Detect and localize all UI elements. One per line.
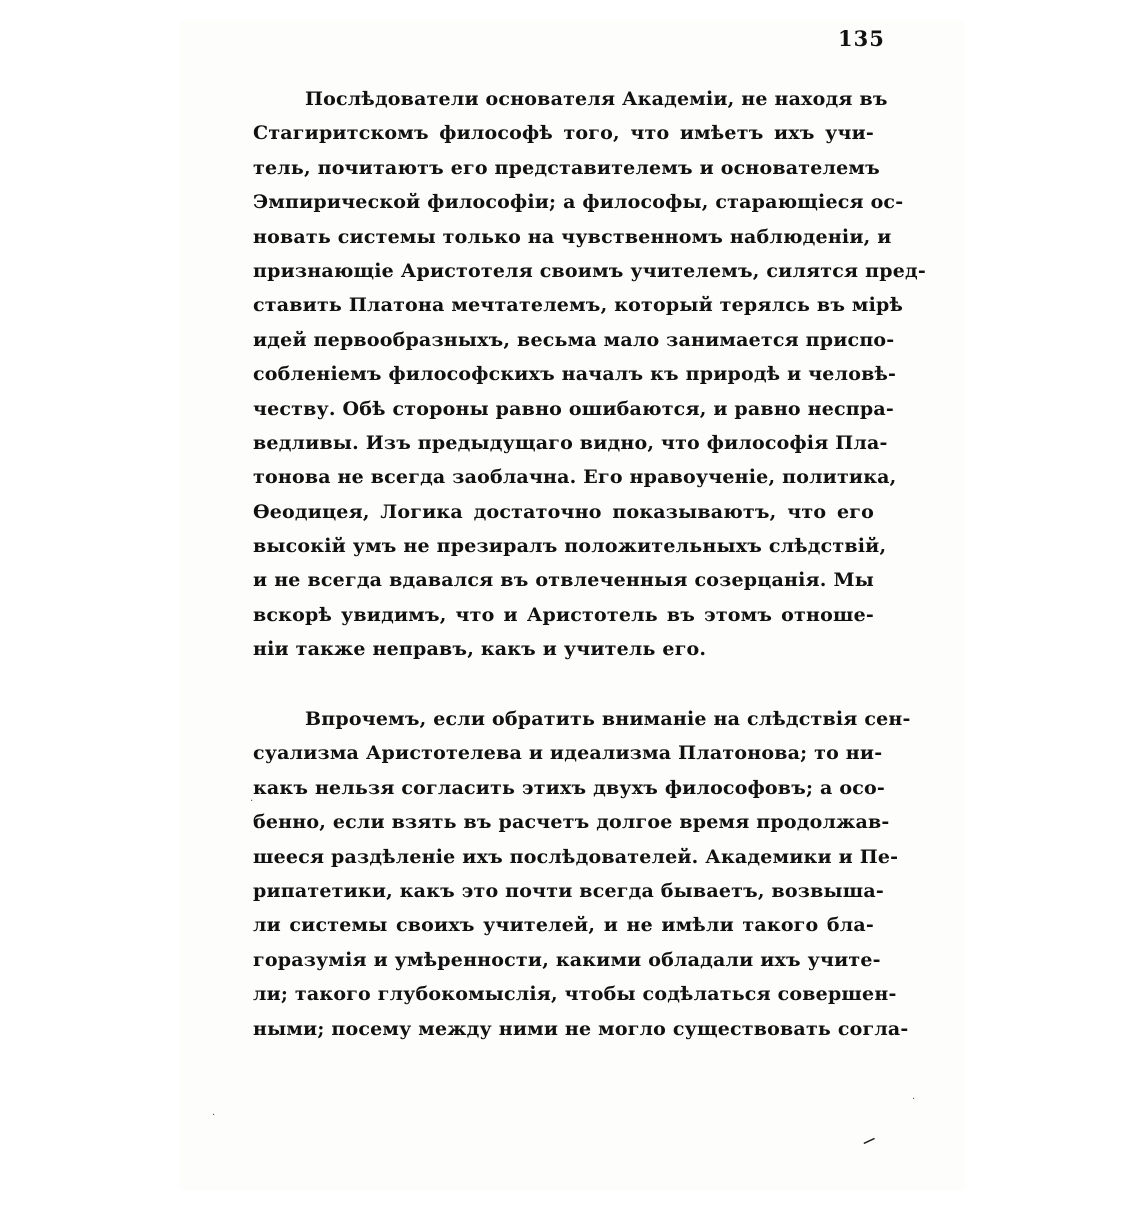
text-line: какъ нельзя согласить этихъ двухъ философовъ; а осо- [253,776,885,799]
scan-speck: · [912,1094,916,1105]
text-line: тонова не всегда заоблачна. Его нравоученіе, политика, [253,466,897,489]
text-line: ли; такого глубокомыслія, чтобы содѣлаться совершен- [253,983,897,1006]
text-line: собленіемъ философскихъ началъ къ природѣ и человѣ- [253,363,897,386]
text-line: бенно, если взять въ расчетъ долгое время продолжав- [253,811,890,834]
text-line: тель, почитаютъ его представителемъ и основателемъ [253,156,880,179]
text-line: шееся раздѣленіе ихъ послѣдователей. Академики и Пе- [253,845,899,868]
text-line: высокій умъ не презиралъ положительныхъ слѣдствій, [253,535,887,558]
text-line: ведливы. Изъ предыдущаго видно, что философія Пла- [253,431,888,454]
text-line: рипатетики, какъ это почти всегда бываетъ, возвыша- [253,879,884,902]
text-line: честву. Обѣ стороны равно ошибаются, и равно неспра- [253,397,894,420]
text-line: признающіе Аристотеля своимъ учителемъ, силятся пред- [253,259,926,282]
page-number: 135 [838,26,885,51]
text-line: новать системы только на чувственномъ наблюденіи, и [253,225,892,248]
text-line: ными; посему между ними не могло существовать согла- [253,1017,909,1040]
text-line: Ѳеодицея, Логика достаточно показываютъ, что его [253,500,874,523]
text-line: и не всегда вдавался въ отвлеченныя созерцанія. Мы [253,569,874,592]
paragraph-1 [253,82,926,667]
text-line: ли системы своихъ учителей, и не имѣли такого бла- [253,914,874,937]
paragraph-2 [253,702,911,1046]
text-line: ставить Платона мечтателемъ, который терялсь въ мірѣ [253,294,904,317]
text-line: вскорѣ увидимъ, что и Аристотель въ этомъ отноше- [253,603,874,626]
text-line: Впрочемъ, если обратить вниманіе на слѣдствія сен- [305,708,911,730]
scan-mark: ‒ [857,1126,881,1155]
text-line: суализма Аристотелева и идеализма Платонова; то ни- [253,742,883,765]
text-line: Стагиритскомъ философѣ того, что имѣетъ ихъ учи- [253,122,874,145]
text-line: ніи также неправъ, какъ и учитель его. [253,638,707,661]
text-line: Эмпирической философіи; а философы, старающіеся ос- [253,191,904,214]
scan-speck: · [250,796,254,807]
text-line: горазумія и умѣренности, какими обладали ихъ учите- [253,948,881,971]
scan-speck: · [212,1110,216,1121]
text-line: Послѣдователи основателя Академіи, не находя въ [305,88,888,110]
text-line: идей первообразныхъ, весьма мало занимается приспо- [253,328,895,351]
